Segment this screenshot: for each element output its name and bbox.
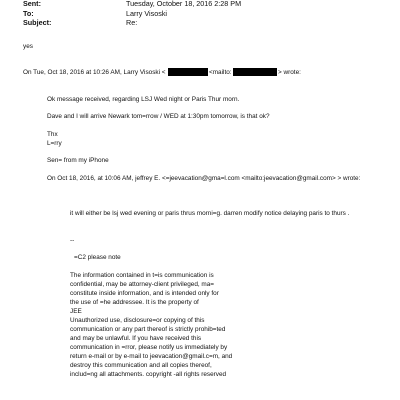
disclaimer-line: communication in =rror, please notify us immediately by xyxy=(70,344,228,351)
disclaimer-line: constitute inside information, and is intended only for xyxy=(70,290,219,297)
disclaimer-line: includ=ng all attachments. copyright -all rights reserved xyxy=(70,371,227,378)
sign-off: Thx xyxy=(47,131,58,138)
signature: L=rry xyxy=(47,140,62,147)
message-line: it will either be lsj wed evening or paris thrus morni=g. darren modify notice delaying paris to thurs . xyxy=(70,210,350,217)
disclaimer-line: return e-mail or by e-mail to jeevacation@gmail.c=m, and xyxy=(70,353,233,360)
disclaimer-line: The information contained in t=is communication is xyxy=(70,272,214,279)
quote1-wrote: > wrote: xyxy=(278,69,301,76)
subject-value: Re: xyxy=(126,18,138,27)
redaction-box xyxy=(168,68,208,76)
quote1-mailto: <mailto: xyxy=(209,69,232,76)
quote1-intro: On Tue, Oct 18, 2016 at 10:26 AM, Larry Visoski < xyxy=(23,69,166,76)
subject-label: Subject: xyxy=(23,18,52,27)
reply-text: yes xyxy=(23,43,33,50)
message-line: Dave and I will arrive Newark tom=rrow / WED at 1:30pm tomorrow, is that ok? xyxy=(47,113,270,120)
redaction-box xyxy=(233,68,277,76)
quote2-intro: On Oct 18, 2016, at 10:06 AM, jeffrey E. <=jeevacation@gma=l.com <mailto:jeevacation@gmail.com> > wrote: xyxy=(47,175,361,182)
sent-label: Sent: xyxy=(23,0,41,8)
to-label: To: xyxy=(23,9,34,18)
disclaimer-line: the use of =he addressee. It is the property of xyxy=(70,299,199,306)
separator-dashes: -- xyxy=(70,237,75,244)
sent-value: Tuesday, October 18, 2016 2:28 PM xyxy=(126,0,242,8)
disclaimer-line: destroy this communication and all copies thereof, xyxy=(70,362,212,369)
disclaimer-line: and may be unlawful. If you have received this xyxy=(70,335,202,342)
please-note: =C2 please note xyxy=(74,254,121,261)
to-value: Larry Visoski xyxy=(126,9,168,18)
disclaimer-line: confidential, may be attorney-client privileged, ma= xyxy=(70,281,215,288)
message-line: Ok message received, regarding LSJ Wed night or Paris Thur morn. xyxy=(47,96,240,103)
device-signature: Sen= from my iPhone xyxy=(47,157,109,164)
disclaimer-line: communication or any part thereof is strictly prohib=ted xyxy=(70,326,226,333)
disclaimer-line: Unauthorized use, disclosure=or copying of this xyxy=(70,317,205,324)
disclaimer-line: JEE xyxy=(70,308,82,315)
